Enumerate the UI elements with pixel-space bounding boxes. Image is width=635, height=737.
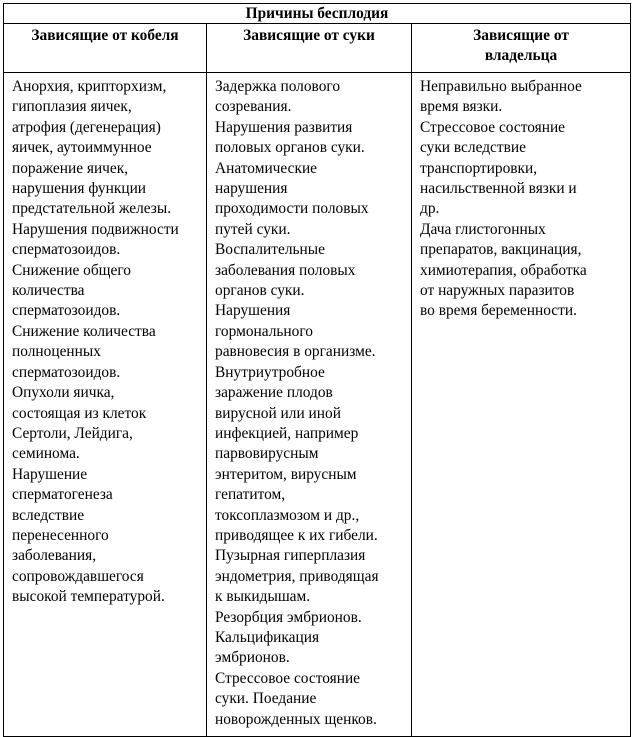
table-title: Причины бесплодия [4, 4, 631, 24]
cell-text-line: Стрессовое состояние [420, 118, 566, 136]
cell-text-line: Зависящие от [473, 27, 569, 44]
cell-text-line: во время беременности. [420, 302, 577, 320]
cell-text-line: эмбрионов. [215, 649, 290, 667]
cell-text-line: гепатитом, [215, 486, 286, 504]
cell-text-line: суки вследствие [420, 139, 526, 157]
cell-text-line: поражение яичек, [12, 159, 129, 177]
cell-text-line: владельца [484, 47, 558, 64]
column-female-causes [207, 73, 412, 737]
cell-text-line: парвовирусным [215, 445, 319, 463]
content-row [4, 73, 631, 737]
cell-text-line: транспортировки, [420, 159, 538, 177]
cell-text-line: проходимости половых [215, 200, 369, 218]
cell-text-line: химиотерапия, обработка [420, 261, 587, 279]
cell-text-line: сперматозоидов. [12, 363, 121, 381]
header-female [207, 24, 412, 73]
cell-text-line: Пузырная гиперплазия [215, 547, 366, 565]
cell-text-line: насильственной вязки и [420, 180, 577, 198]
header-male [4, 24, 207, 73]
cell-text-line: полноценных [12, 343, 101, 361]
cell-text-line: количества [12, 282, 85, 300]
cell-text-line: Дача глистогонных [420, 220, 546, 238]
cell-text-line: заболевания, [12, 547, 97, 565]
cell-text-line: сопровождавшегося [12, 567, 144, 585]
cell-text-line: новорожденных щенков. [215, 710, 377, 728]
header-row [4, 24, 631, 73]
header-owner [412, 24, 631, 73]
cell-text-line: Снижение количества [12, 322, 156, 340]
cell-text-line: Внутриутробное [215, 363, 325, 381]
cell-text-line: Воспалительные [215, 241, 325, 259]
cell-text-line: время вязки. [420, 98, 503, 116]
column-owner-causes [412, 73, 631, 737]
cell-text-line: суки. Поедание [215, 690, 317, 708]
cell-text-line: состоящая из клеток [12, 404, 147, 422]
title-row [4, 4, 631, 24]
cell-text-line: яичек, аутоиммунное [12, 139, 152, 157]
cell-text-line: Неправильно выбранное [420, 78, 582, 95]
cell-text-line: вирусной или иной [215, 404, 341, 422]
cell-text-line: Резорбция эмбрионов. [215, 608, 362, 626]
cell-text-line: равновесия в организме. [215, 343, 376, 361]
cell-text-line: Опухоли яичка, [12, 384, 115, 402]
cell-text-line: заражение плодов [215, 384, 333, 402]
cell-text-line: инфекцией, например [215, 424, 359, 442]
cell-text-line: от наружных паразитов [420, 282, 575, 300]
cell-text-line: перенесенного [12, 526, 109, 544]
cell-text-line: Нарушения развития [215, 118, 353, 136]
column-male-causes [4, 73, 207, 737]
cell-text-line: эндометрия, приводящая [215, 567, 379, 585]
cell-text-line: препаратов, вакцинация, [420, 241, 582, 259]
cell-text-line: Нарушения [215, 302, 291, 320]
cell-text-line: Задержка полового [215, 78, 341, 95]
cell-text-line: нарушения функции [12, 180, 147, 198]
cell-text-line: семинома. [12, 445, 80, 463]
cell-text-line: токсоплазмозом и др., [215, 506, 360, 524]
cell-text-line: заболевания половых [215, 261, 356, 279]
cell-text-line: созревания. [215, 98, 292, 116]
cell-text-line: Анорхия, крипторхизм, [12, 78, 167, 95]
cell-text-line: Нарушение [12, 465, 88, 483]
cell-text-line: путей суки. [215, 220, 291, 238]
cell-text-line: атрофия (дегенерация) [12, 118, 161, 136]
cell-text-line: гормонального [215, 322, 313, 340]
cell-text-line: Сертоли, Лейдига, [12, 424, 133, 442]
cell-text-line: органов суки. [215, 282, 305, 300]
cell-text-line: нарушения [215, 180, 288, 198]
cell-text-line: Нарушения подвижности [12, 220, 179, 238]
cell-text-line: вследствие [12, 506, 85, 524]
cell-text-line: высокой температурой. [12, 588, 165, 606]
cell-text-line: гипоплазия яичек, [12, 98, 132, 116]
cell-text-line: половых органов суки. [215, 139, 365, 157]
cell-text-line: энтеритом, вирусным [215, 465, 357, 483]
cell-text-line: Снижение общего [12, 261, 131, 279]
cell-text-line: сперматозоидов. [12, 302, 121, 320]
cell-text-line: сперматогенеза [12, 486, 113, 504]
cell-text-line: Анатомические [215, 159, 318, 177]
cell-text-line: Стрессовое состояние [215, 669, 361, 687]
causes-table [3, 3, 631, 737]
cell-text-line: к выкидышам. [215, 588, 311, 606]
cell-text-line: Зависящие от суки [243, 27, 375, 44]
cell-text-line: др. [420, 200, 440, 218]
cell-text-line: Зависящие от кобеля [31, 27, 179, 44]
cell-text-line: приводящее к их гибели. [215, 526, 378, 544]
cell-text-line: сперматозоидов. [12, 241, 121, 259]
cell-text-line: предстательной железы. [12, 200, 172, 218]
cell-text-line: Кальцификация [215, 628, 320, 646]
